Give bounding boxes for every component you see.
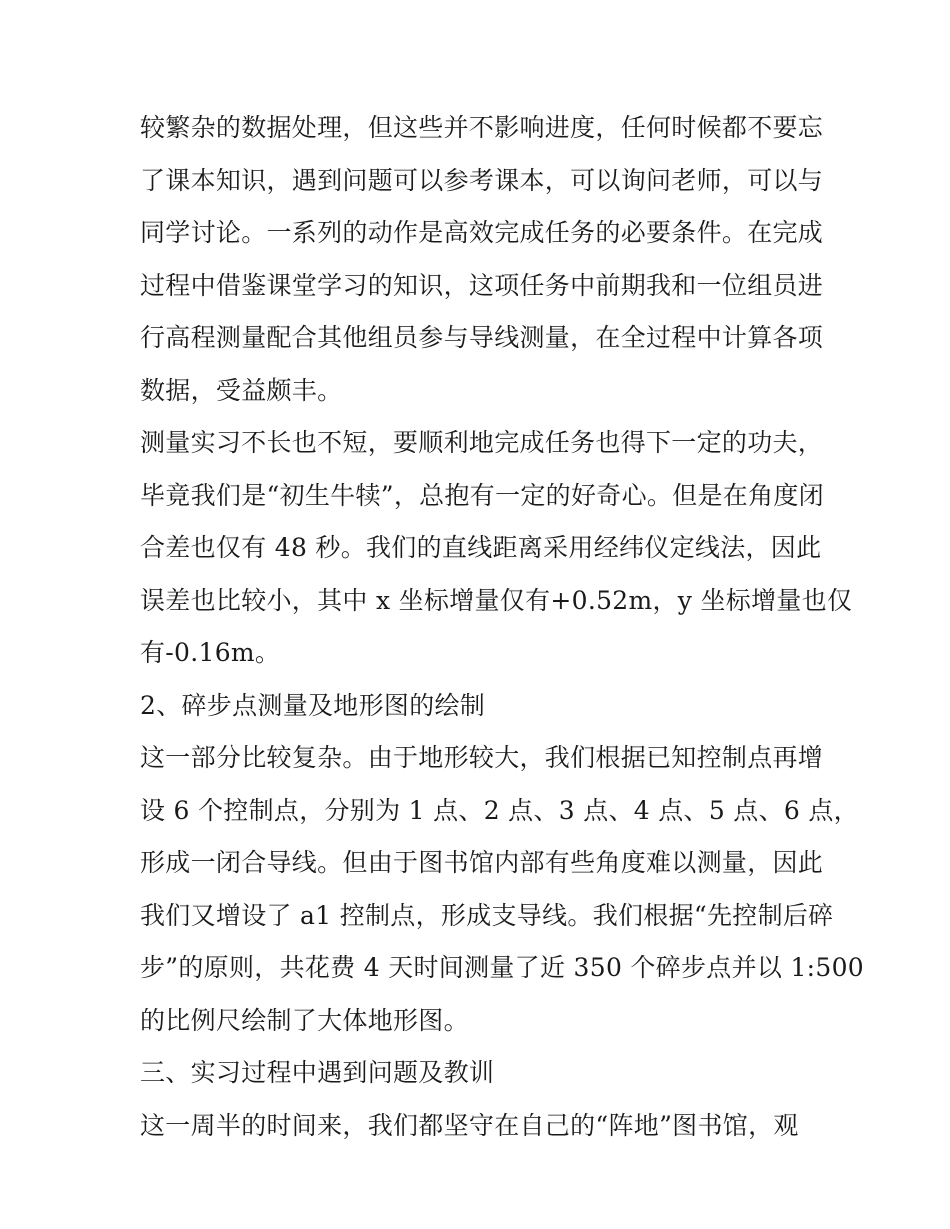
text-line: 过程中借鉴课堂学习的知识，这项任务中前期我和一位组员进 [140,270,824,300]
text-line: 这一部分比较复杂。由于地形较大，我们根据已知控制点再增 [140,743,824,772]
text-line: 步”的原则，共花费 4 天时间测量了近 350 个碎步点并以 1:500 [140,953,864,982]
document-body [140,102,864,1152]
text-line: 较繁杂的数据处理，但这些并不影响进度，任何时候都不要忘 [140,113,824,142]
text-line: 设 6 个控制点，分别为 1 点、2 点、3 点、4 点、5 点、6 点， [140,795,859,825]
text-line: 测量实习不长也不短，要顺利地完成任务也得下一定的功夫， [140,428,824,457]
section-heading: 2、碎步点测量及地形图的绘制 [140,690,486,720]
section-heading: 三、实习过程中遇到问题及教训 [140,1058,495,1087]
text-line: 了课本知识，遇到问题可以参考课本，可以询问老师，可以与 [140,165,824,195]
text-line: 误差也比较小，其中 x 坐标增量仅有+0.52m，y 坐标增量也仅 [140,585,853,615]
text-line: 我们又增设了 a1 控制点，形成支导线。我们根据“先控制后碎 [140,900,834,930]
text-line: 形成一闭合导线。但由于图书馆内部有些角度难以测量，因此 [140,848,824,877]
text-line: 这一周半的时间来，我们都坚守在自己的“阵地”图书馆，观 [140,1110,799,1140]
text-line: 同学讨论。一系列的动作是高效完成任务的必要条件。在完成 [140,218,824,247]
text-line: 数据，受益颇丰。 [140,375,343,405]
text-line: 行高程测量配合其他组员参与导线测量，在全过程中计算各项 [140,323,824,352]
text-line: 的比例尺绘制了大体地形图。 [140,1005,469,1035]
text-line: 有-0.16m。 [140,638,281,667]
text-line: 毕竟我们是“初生牛犊”，总抱有一定的好奇心。但是在角度闭 [140,480,824,510]
text-line: 合差也仅有 48 秒。我们的直线距离采用经纬仪定线法，因此 [140,533,822,562]
